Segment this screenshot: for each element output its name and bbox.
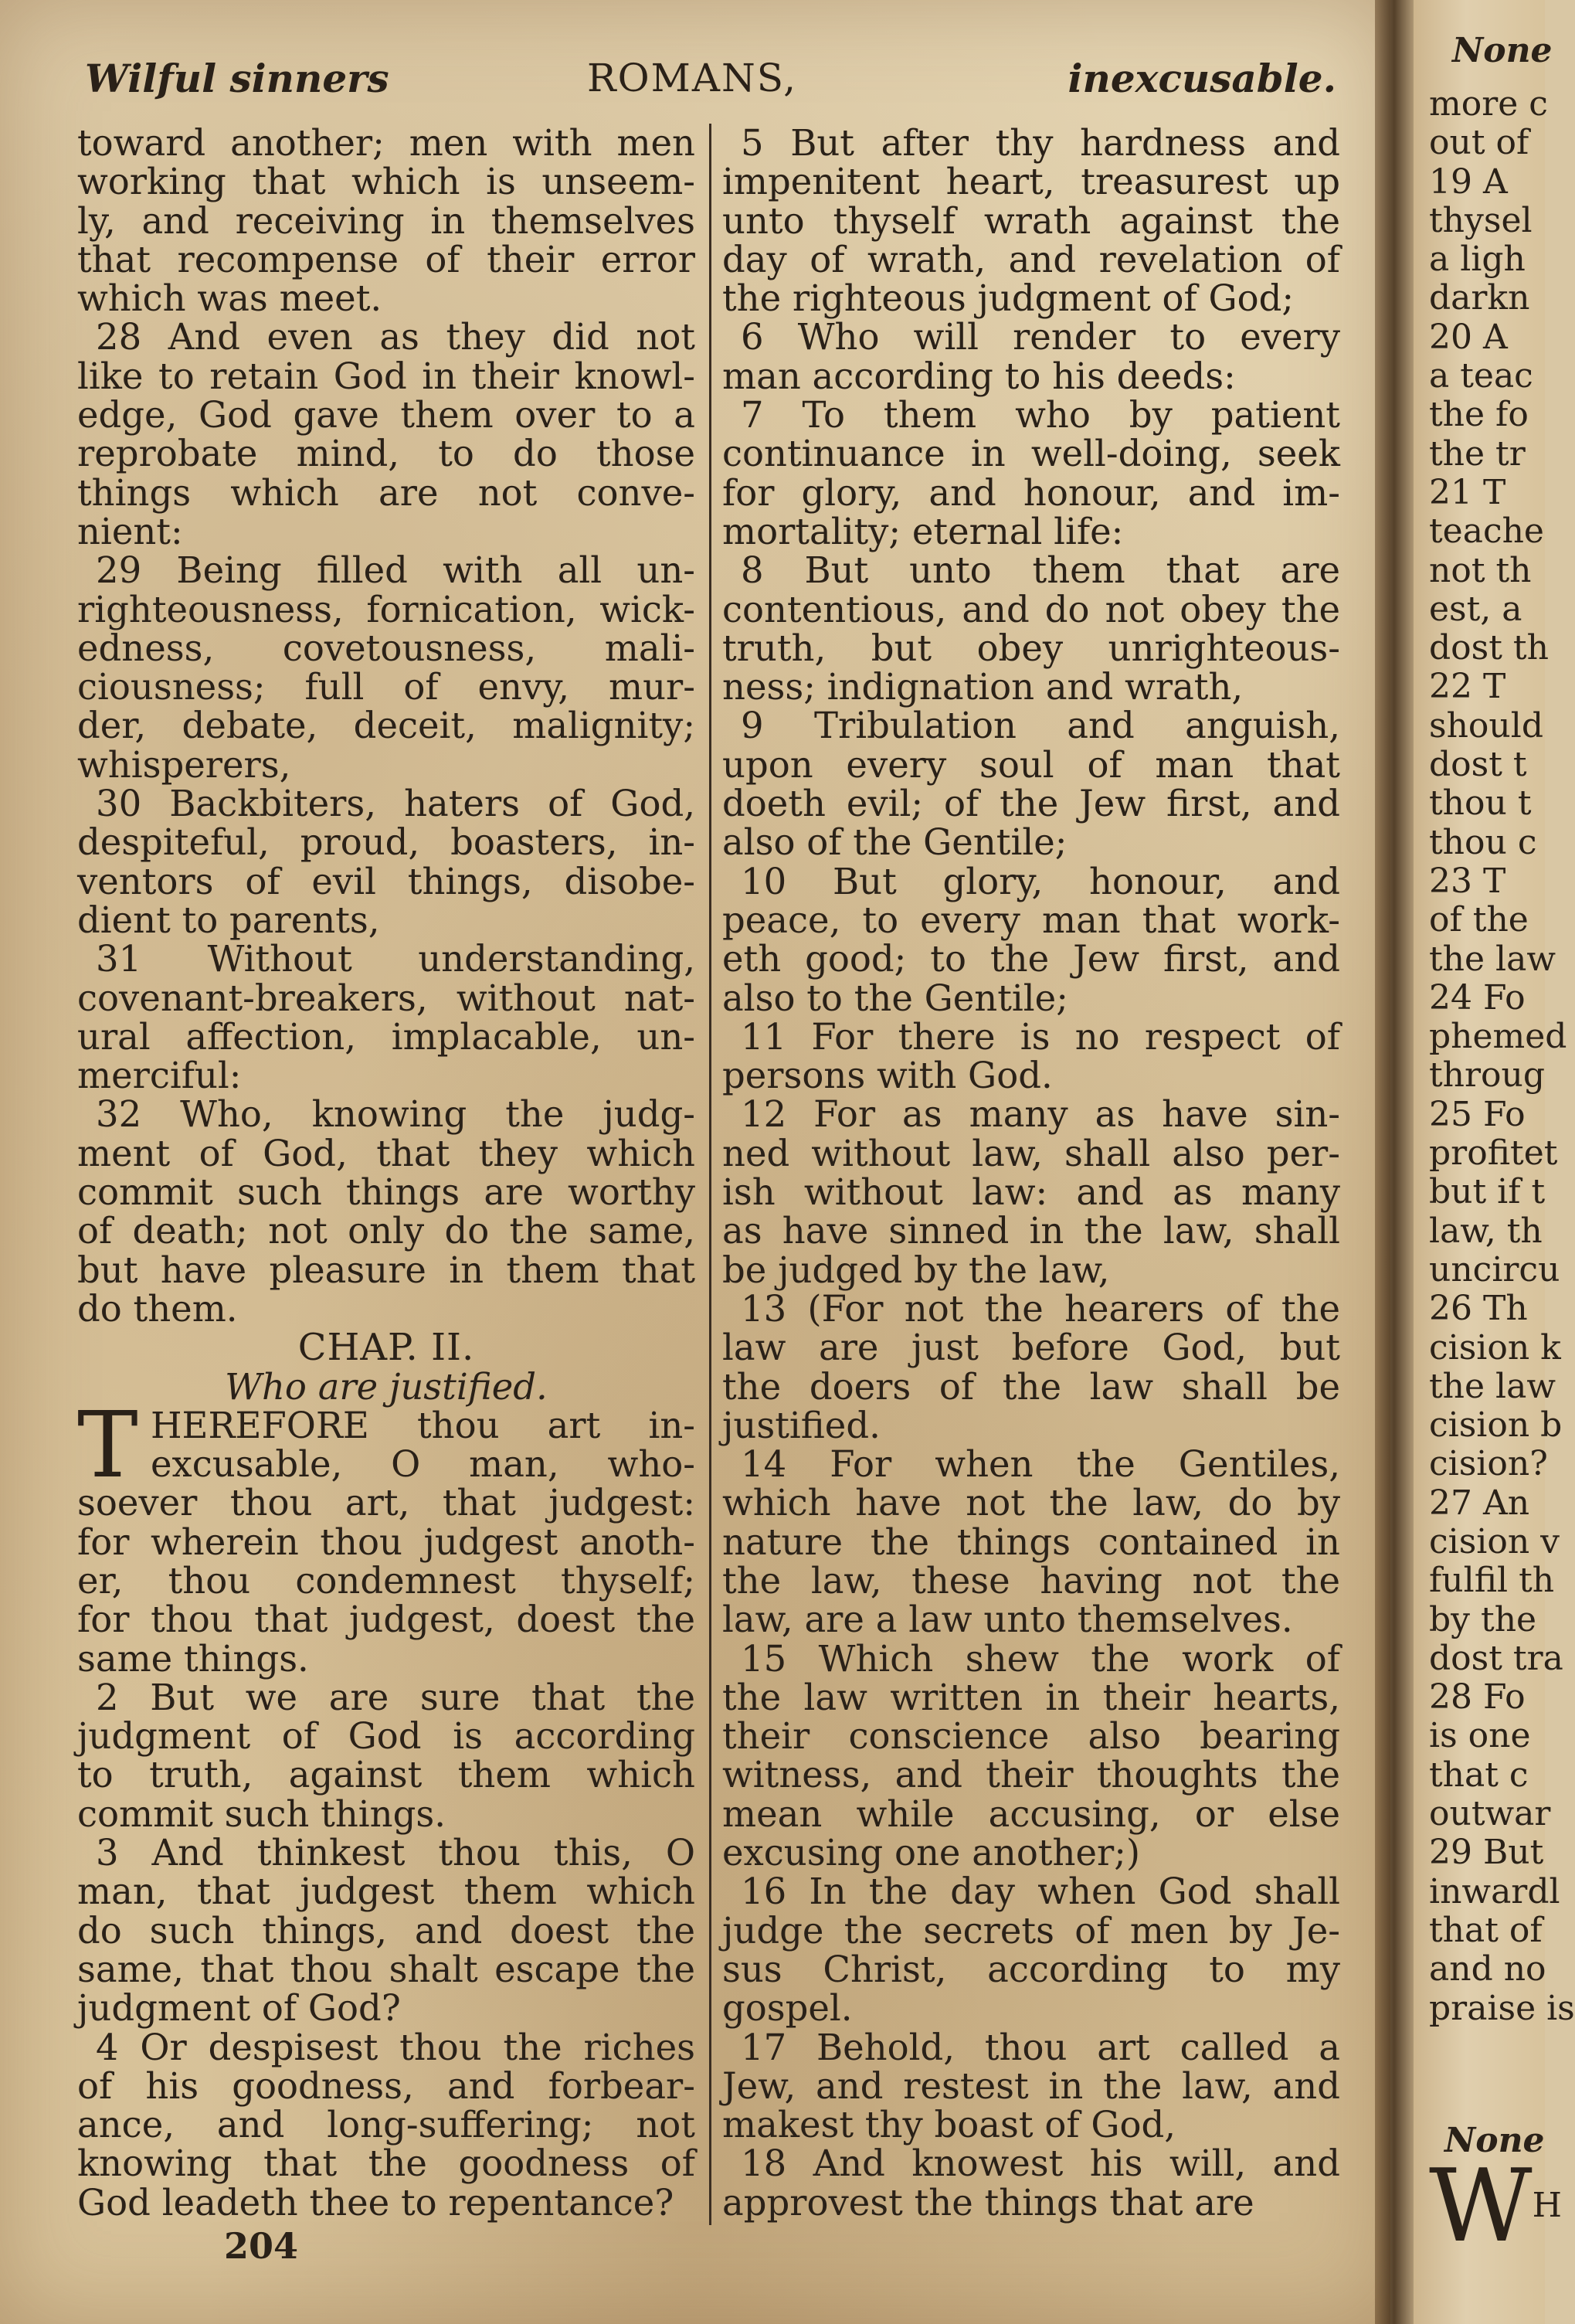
facing-page-line: cision b: [1429, 1405, 1563, 1446]
verse-line: nient:: [77, 510, 183, 552]
facing-page-line: 27 An: [1429, 1483, 1530, 1523]
facing-page-line: should: [1429, 705, 1543, 746]
facing-page-line: not th: [1429, 550, 1532, 590]
verse-line: that recompense of their error: [77, 238, 695, 280]
facing-page-column: [1429, 85, 1575, 2028]
verse-line: to truth, against them which: [77, 1754, 695, 1796]
facing-page-line: thysel: [1429, 200, 1533, 240]
verse-line: unto thyself wrath against the: [722, 199, 1340, 242]
verse-line: toward another; men with men: [77, 122, 695, 164]
facing-page-line: dost t: [1429, 745, 1527, 785]
verse-line: 14 For when the Gentiles,: [741, 1443, 1340, 1486]
facing-page-line: by the: [1429, 1599, 1537, 1639]
facing-page-line: the law: [1429, 939, 1556, 979]
verse-line: judge the secrets of men by Je-: [722, 1909, 1340, 1952]
verse-line: ned without law, shall also per-: [722, 1132, 1340, 1174]
facing-page-line: 22 T: [1429, 667, 1506, 707]
verse-line: upon every soul of man that: [722, 743, 1340, 786]
facing-page-line: but if t: [1429, 1172, 1546, 1212]
verse-line: witness, and their thoughts the: [722, 1754, 1340, 1796]
verse-line: whisperers,: [77, 743, 291, 786]
facing-page-line: 26 Th: [1429, 1289, 1528, 1329]
verse-line: impenitent heart, treasurest up: [722, 161, 1340, 203]
verse-line: ance, and long-suffering; not: [77, 2104, 695, 2146]
facing-page-line: 23 T: [1429, 861, 1506, 901]
chapter-summary: Who are justified.: [225, 1365, 548, 1408]
facing-page-line: the fo: [1429, 395, 1529, 435]
verse-line: 13 (For not the hearers of the: [741, 1287, 1340, 1330]
facing-page-line: is one: [1429, 1716, 1531, 1756]
verse-line: eth good; to the Jew first, and: [722, 938, 1340, 980]
verse-line: truth, but obey unrighteous-: [722, 627, 1340, 669]
verse-line: for wherein thou judgest anoth-: [77, 1520, 695, 1563]
running-head-book: ROMANS,: [587, 56, 798, 100]
verse-line: law, are a law unto themselves.: [722, 1599, 1293, 1641]
verse-line: 16 In the day when God shall: [741, 1870, 1340, 1913]
verse-line: covenant-breakers, without nat-: [77, 977, 695, 1019]
facing-page-line: outwar: [1429, 1794, 1551, 1834]
facing-page-line: 24 Fo: [1429, 977, 1526, 1018]
verse-line: the righteous judgment of God;: [722, 277, 1295, 320]
verse-line: persons with God.: [722, 1055, 1053, 1097]
verse-line: despiteful, proud, boasters, in-: [77, 821, 695, 864]
verse-line: man according to his deeds:: [722, 355, 1236, 397]
verse-line: man, that judgest them which: [77, 1870, 695, 1913]
verse-line: gospel.: [722, 1987, 853, 2030]
facing-page-line: uncircu: [1429, 1249, 1560, 1289]
verse-line: contentious, and do not obey the: [722, 588, 1340, 630]
verse-line: but have pleasure in them that: [77, 1249, 695, 1291]
page-number: 204: [224, 2225, 299, 2267]
verse-line: merciful:: [77, 1055, 242, 1097]
verse-line: excusable, O man, who-: [151, 1443, 695, 1486]
verse-line: makest thy boast of God,: [722, 2104, 1176, 2146]
facing-page-line: a teac: [1429, 356, 1533, 396]
verse-line: judgment of God?: [77, 1987, 401, 2030]
verse-line: 17 Behold, thou art called a: [741, 2026, 1340, 2068]
facing-page-head: None: [1452, 31, 1553, 70]
running-head: [85, 56, 1336, 117]
verse-line: also of the Gentile;: [722, 821, 1068, 864]
facing-page-line: profitet: [1429, 1133, 1558, 1174]
verse-line: edge, God gave them over to a: [77, 394, 695, 437]
facing-page-line: darkn: [1429, 278, 1530, 318]
verse-line: for thou that judgest, doest the: [77, 1599, 695, 1641]
facing-page-line: praise is: [1429, 1988, 1575, 2028]
facing-page-line: that of: [1429, 1910, 1543, 1950]
verse-line: dient to parents,: [77, 899, 380, 941]
verse-line: 6 Who will render to every: [741, 316, 1340, 358]
verse-line: do them.: [77, 1287, 238, 1330]
verse-line: 8 But unto them that are: [741, 549, 1340, 592]
verse-line: 3 And thinkest thou this, O: [96, 1832, 695, 1874]
verse-line: 31 Without understanding,: [96, 938, 695, 980]
verse-line: 29 Being filled with all un-: [96, 549, 695, 592]
facing-page-line: out of: [1429, 123, 1529, 163]
verse-line: mortality; eternal life:: [722, 510, 1124, 552]
verse-line: ment of God, that they which: [77, 1132, 695, 1174]
verse-line: commit such things.: [77, 1792, 446, 1835]
verse-line: knowing that the goodness of: [77, 2142, 695, 2185]
verse-line: der, debate, deceit, malignity;: [77, 705, 695, 747]
facing-page-line: 25 Fo: [1429, 1094, 1526, 1134]
facing-page-line: more c: [1429, 84, 1548, 124]
verse-line: also to the Gentile;: [722, 977, 1068, 1019]
chapter-title: CHAP. II.: [297, 1326, 475, 1370]
verse-line: God leadeth thee to repentance?: [77, 2181, 674, 2224]
facing-page: [1414, 0, 1575, 2324]
book-gutter: [1375, 0, 1414, 2324]
verse-line: mean while accusing, or else: [722, 1792, 1340, 1835]
facing-page-line: the law: [1429, 1366, 1556, 1406]
facing-page-drop-cap: $W^H$: [1429, 2147, 1562, 2265]
verse-line: be judged by the law,: [722, 1249, 1110, 1291]
verse-line: er, thou condemnest thyself;: [77, 1559, 695, 1602]
verse-line: working that which is unseem-: [77, 161, 695, 203]
left-column: [77, 124, 695, 2222]
verse-line: as have sinned in the law, shall: [722, 1210, 1340, 1252]
facing-page-line: 29 But: [1429, 1833, 1544, 1873]
verse-line: like to retain God in their knowl-: [77, 355, 695, 397]
facing-page-line: phemed: [1429, 1017, 1567, 1057]
verse-line: judgment of God is according: [77, 1715, 695, 1758]
facing-page-line: inwardl: [1429, 1871, 1560, 1911]
verse-line: law are just before God, but: [722, 1327, 1340, 1369]
verse-line: soever thou art, that judgest:: [77, 1482, 695, 1524]
verse-line: excusing one another;): [722, 1832, 1141, 1874]
facing-page-line: 20 A: [1429, 317, 1508, 357]
verse-line: which have not the law, do by: [722, 1482, 1340, 1524]
running-head-left: Wilful sinners: [85, 56, 389, 101]
facing-page-line: dost tra: [1429, 1638, 1563, 1678]
facing-page-line: cision k: [1429, 1327, 1561, 1368]
facing-page-line: 19 A: [1429, 161, 1508, 202]
facing-page-line: the tr: [1429, 433, 1526, 474]
facing-page-line: teache: [1429, 511, 1544, 552]
facing-page-line: est, a: [1429, 589, 1522, 629]
verse-line: same things.: [77, 1637, 309, 1680]
verse-line: ciousness; full of envy, mur-: [77, 666, 695, 708]
facing-page-line: dost th: [1429, 628, 1549, 668]
verse-line: nature the things contained in: [722, 1520, 1340, 1563]
facing-page-line: throug: [1429, 1055, 1546, 1096]
verse-line: ventors of evil things, disobe-: [77, 860, 695, 902]
chapter-opening: [77, 1391, 695, 2224]
facing-page-summary: None: [1444, 2121, 1545, 2160]
verse-line: 32 Who, knowing the judg-: [96, 1093, 695, 1136]
facing-page-line: 21 T: [1429, 472, 1506, 512]
verse-line: doeth evil; of the Jew first, and: [722, 783, 1340, 825]
facing-page-line: thou t: [1429, 783, 1532, 824]
column-rule: [709, 124, 711, 2225]
verse-line: 9 Tribulation and anguish,: [741, 705, 1340, 747]
verse-line: 28 And even as they did not: [96, 316, 695, 358]
verse-line: of his goodness, and forbear-: [77, 2064, 695, 2107]
verse-line: same, that thou shalt escape the: [77, 1948, 695, 1990]
verse-line: reprobate mind, to do those: [77, 433, 695, 475]
verse-line: 30 Backbiters, haters of God,: [96, 783, 695, 825]
verse-line: HEREFORE thou art in-: [151, 1404, 695, 1446]
verse-line: ly, and receiving in themselves: [77, 199, 695, 242]
verse-line: 4 Or despisest thou the riches: [96, 2026, 695, 2068]
facing-page-line: and no: [1429, 1949, 1546, 1989]
verse-line: 2 But we are sure that the: [96, 1676, 695, 1718]
right-column: [722, 124, 1340, 2222]
facing-page-line: that c: [1429, 1755, 1529, 1795]
verse-line: peace, to every man that work-: [722, 899, 1340, 941]
verse-line: the law, these having not the: [722, 1559, 1340, 1602]
verse-line: 10 But glory, honour, and: [741, 860, 1340, 902]
verse-line: justified.: [722, 1404, 881, 1446]
verse-line: their conscience also bearing: [722, 1715, 1340, 1758]
verse-line: edness, covetousness, mali-: [77, 627, 695, 669]
verse-line: do such things, and doest the: [77, 1909, 695, 1952]
facing-page-line: a ligh: [1429, 240, 1526, 280]
verse-line: which was meet.: [77, 277, 382, 320]
verse-line: of death; not only do the same,: [77, 1210, 695, 1252]
verse-line: the doers of the law shall be: [722, 1365, 1340, 1408]
facing-page-line: cision v: [1429, 1521, 1560, 1561]
verse-line: approvest the things that are: [722, 2181, 1254, 2224]
running-head-right: inexcusable.: [1068, 56, 1336, 101]
verse-line: for glory, and honour, and im-: [722, 471, 1340, 514]
verse-line: day of wrath, and revelation of: [722, 238, 1340, 280]
verse-line: continuance in well-doing, seek: [722, 433, 1340, 475]
facing-page-line: fulfil th: [1429, 1561, 1555, 1601]
verse-line: ural affection, implacable, un-: [77, 1015, 695, 1058]
facing-page-line: cision?: [1429, 1444, 1548, 1484]
verse-line: 15 Which shew the work of: [741, 1637, 1340, 1680]
facing-page-line: 28 Fo: [1429, 1677, 1526, 1718]
verse-line: Jew, and restest in the law, and: [722, 2064, 1340, 2107]
verse-line: things which are not conve-: [77, 471, 695, 514]
verse-line: commit such things are worthy: [77, 1171, 695, 1214]
verse-line: 11 For there is no respect of: [741, 1015, 1340, 1058]
verse-line: the law written in their hearts,: [722, 1676, 1340, 1718]
drop-cap: T: [77, 1391, 138, 1498]
verse-line: 18 And knowest his will, and: [741, 2142, 1340, 2185]
facing-page-line: of the: [1429, 900, 1529, 940]
verse-line: 7 To them who by patient: [741, 394, 1340, 437]
verse-line: 5 But after thy hardness and: [741, 122, 1340, 164]
verse-line: sus Christ, according to my: [722, 1948, 1340, 1990]
verse-line: righteousness, fornication, wick-: [77, 588, 695, 630]
verse-line: ish without law: and as many: [722, 1171, 1340, 1214]
verse-line: ness; indignation and wrath,: [722, 666, 1244, 708]
facing-page-line: thou c: [1429, 822, 1537, 862]
facing-page-line: law, th: [1429, 1211, 1543, 1251]
verse-line: 12 For as many as have sin-: [741, 1093, 1340, 1136]
